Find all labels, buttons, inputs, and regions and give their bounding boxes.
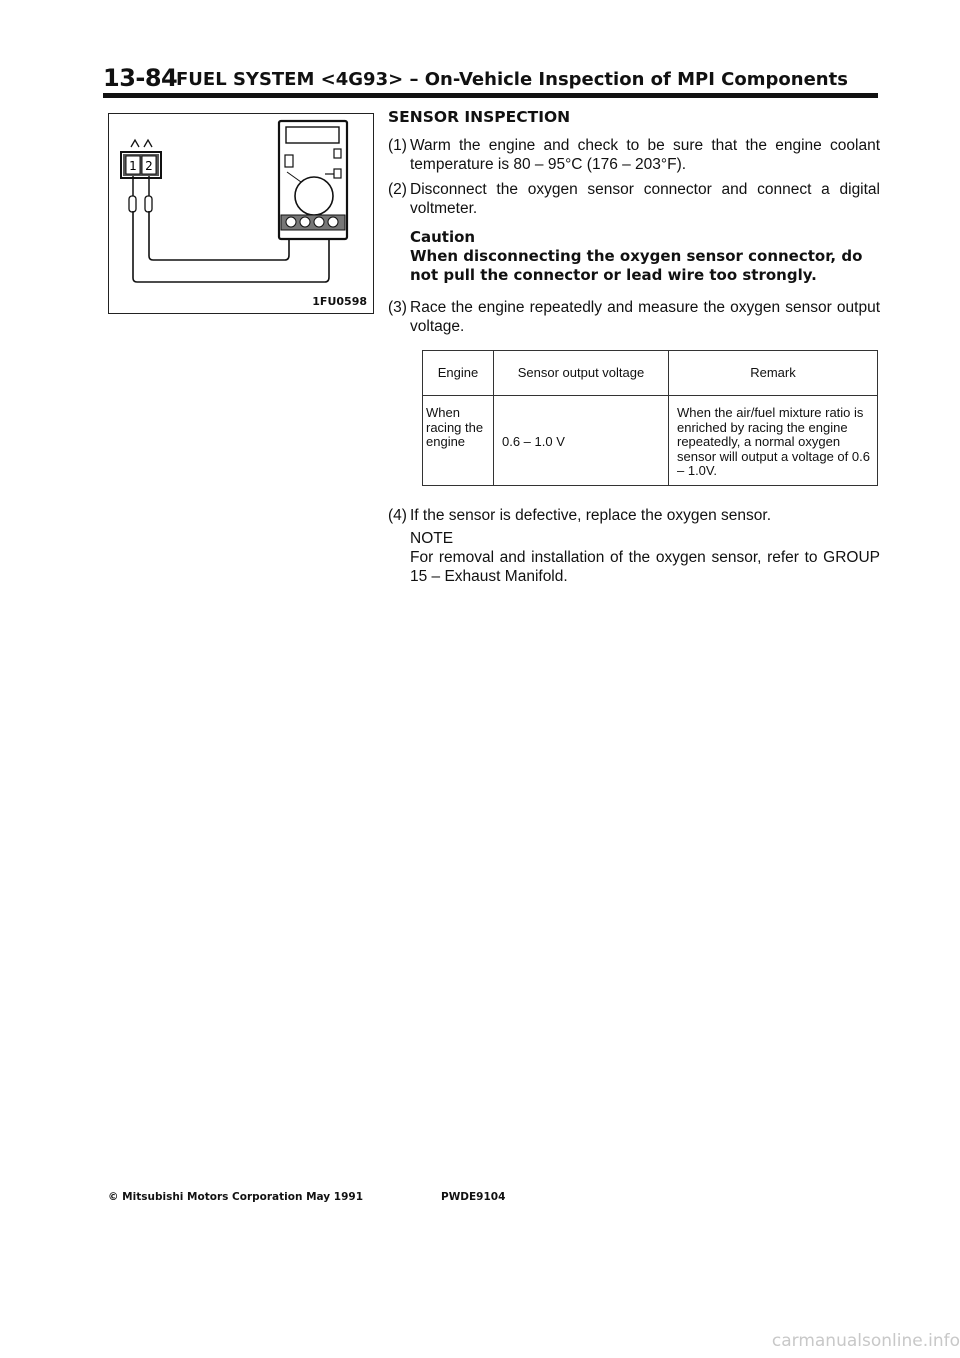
footer-copyright: © Mitsubishi Motors Corporation May 1991 <box>108 1191 364 1203</box>
caution-text: When disconnecting the oxygen sensor connector, do not pull the connector or lead wire too strongly. <box>410 247 863 284</box>
table-header-remark: Remark <box>669 351 878 396</box>
page-number: 13-84 <box>103 64 178 92</box>
step-text: If the sensor is defective, replace the oxygen sensor. <box>410 506 772 524</box>
footer-code: PWDE9104 <box>441 1191 506 1203</box>
step-3 <box>388 298 880 336</box>
table-row <box>423 396 878 486</box>
page-title: FUEL SYSTEM <4G93> – On-Vehicle Inspection of MPI Components <box>176 69 848 90</box>
voltmeter-wiring-diagram <box>109 114 372 312</box>
sensor-inspection-section <box>388 108 880 586</box>
step-number: (2) <box>388 181 407 198</box>
step-text: Race the engine repeatedly and measure the oxygen sensor output voltage. <box>410 299 880 335</box>
step-1 <box>388 136 880 174</box>
step-4 <box>388 506 880 525</box>
step-number: (3) <box>388 299 407 316</box>
note-text: For removal and installation of the oxygen sensor, refer to GROUP 15 – Exhaust Manifold. <box>410 548 880 585</box>
figure-code: 1FU0598 <box>312 295 367 308</box>
table-header-engine: Engine <box>423 351 494 396</box>
section-title: SENSOR INSPECTION <box>388 108 571 126</box>
pin-1-label: 1 <box>129 159 137 173</box>
note-block <box>410 529 880 586</box>
table-header-voltage: Sensor output voltage <box>494 351 669 396</box>
caution-block <box>410 228 880 285</box>
caution-heading: Caution <box>410 228 476 246</box>
step-text: Warm the engine and check to be sure that the engine coolant temperature is 80 – 95°C (176 – 203°F). <box>410 137 880 173</box>
watermark: carmanualsonline.info <box>771 1331 960 1351</box>
pin-2-label: 2 <box>145 159 153 173</box>
step-2 <box>388 180 880 218</box>
step-number: (1) <box>388 137 407 154</box>
header-rule <box>103 93 878 98</box>
table-cell-engine: When racing the engine <box>423 396 494 486</box>
note-heading: NOTE <box>410 529 454 547</box>
sensor-output-table <box>422 350 878 486</box>
table-header-row <box>423 351 878 396</box>
table-cell-remark: When the air/fuel mixture ratio is enriched by racing the engine repeatedly, a normal oxygen sensor will output a voltage of 0.6 – 1.0V. <box>669 396 878 486</box>
table-cell-voltage: 0.6 – 1.0 V <box>494 396 669 486</box>
step-number: (4) <box>388 506 407 524</box>
step-text: Disconnect the oxygen sensor connector and connect a digital voltmeter. <box>410 181 880 217</box>
voltmeter-connection-figure <box>108 113 374 314</box>
